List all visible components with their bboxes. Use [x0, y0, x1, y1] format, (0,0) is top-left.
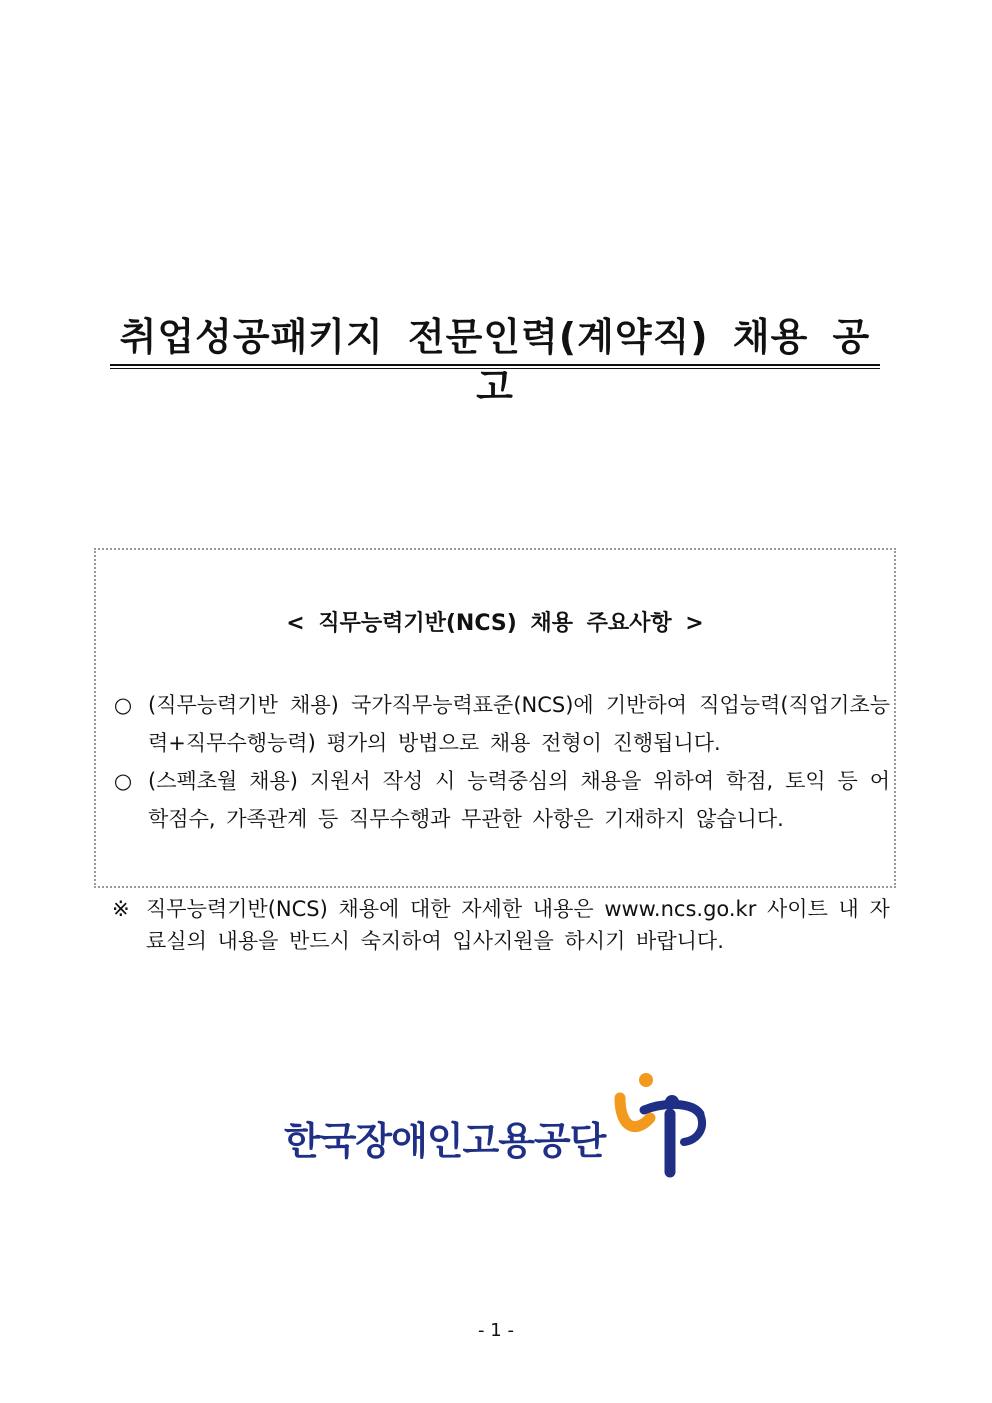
circle-bullet-icon: ○	[113, 693, 133, 717]
reference-note-text: 직무능력기반(NCS) 채용에 대한 자세한 내용은 www.ncs.go.kr 사이트 내 자료실의 내용을 반드시 숙지하여 입사지원을 하시기 바랍니다.	[146, 897, 890, 953]
organization-name: 한국장애인고용공단	[284, 1119, 606, 1163]
reference-mark-icon: ※	[112, 897, 130, 921]
organization-logo	[280, 1068, 710, 1180]
organization-logo-icon	[614, 1068, 710, 1180]
notice-box-heading: < 직무능력기반(NCS) 채용 주요사항 >	[286, 611, 704, 636]
notice-item-text: (스펙초월 채용) 지원서 작성 시 능력중심의 채용을 위하여 학점, 토익 등 어학점수, 가족관계 등 직무수행과 무관한 사항은 기재하지 않습니다.	[148, 769, 890, 831]
reference-note	[112, 893, 898, 957]
notice-item	[110, 762, 890, 838]
notice-item-text: (직무능력기반 채용) 국가직무능력표준(NCS)에 기반하여 직업능력(직업기초능력+직무수행능력) 평가의 방법으로 채용 전형이 진행됩니다.	[148, 693, 890, 755]
circle-bullet-icon: ○	[113, 769, 133, 793]
document-title: 취업성공패키지 전문인력(계약직) 채용 공고	[119, 315, 871, 409]
title-underline	[110, 364, 880, 369]
page-number: - 1 -	[478, 1320, 514, 1341]
notice-item	[110, 686, 890, 762]
ncs-notice-box	[94, 548, 896, 888]
